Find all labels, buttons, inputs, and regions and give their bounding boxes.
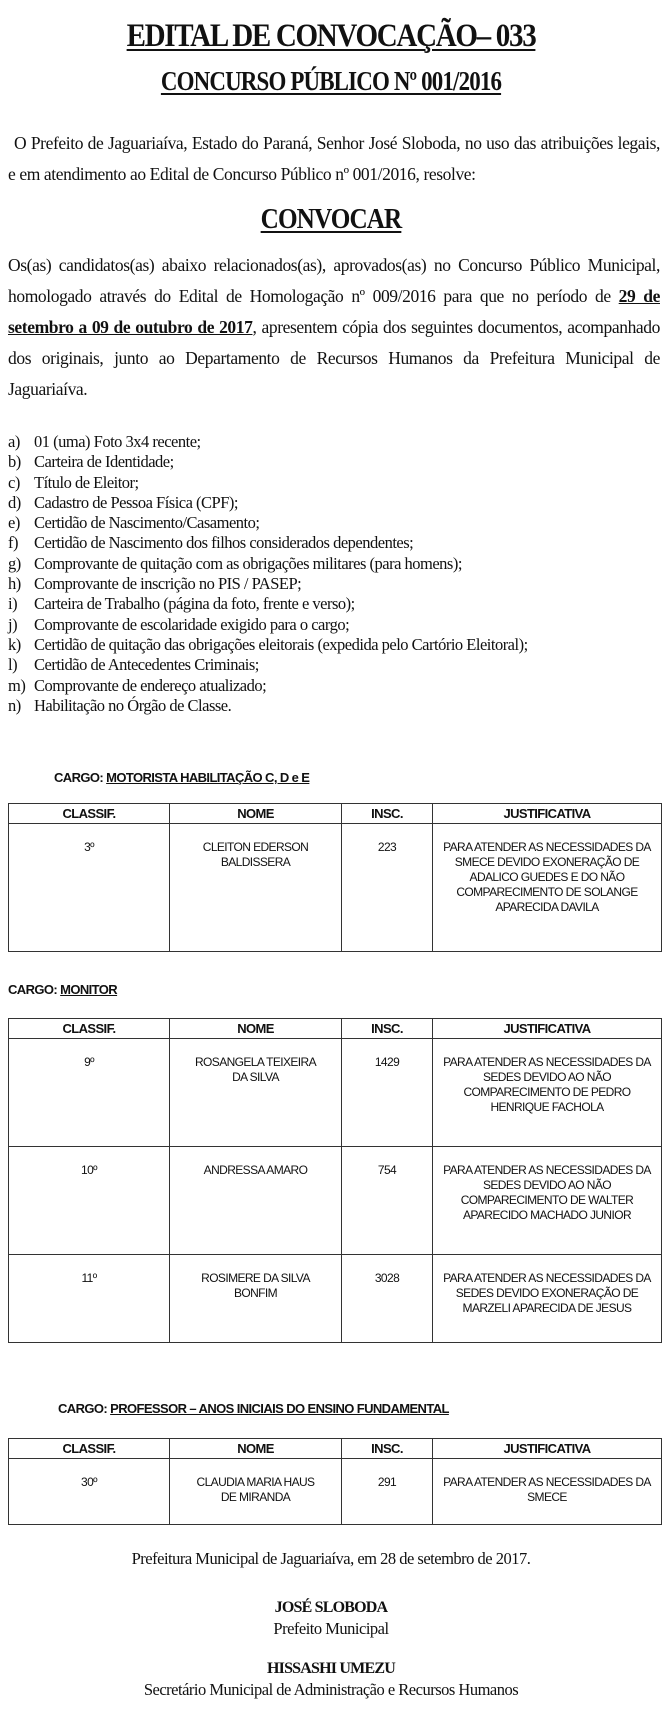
cell-justificativa [433, 824, 662, 952]
document-list-item [8, 513, 660, 533]
column-header: NOME [170, 1439, 342, 1459]
list-item-text: 01 (uma) Foto 3x4 recente; [34, 432, 201, 451]
cell-insc [342, 1039, 433, 1147]
cell-classif [9, 824, 170, 952]
candidates-table [8, 1438, 662, 1525]
cell-insc [342, 1147, 433, 1255]
document-list-item [8, 432, 660, 452]
classif-text: 30º [81, 1475, 97, 1489]
document-list-item [8, 452, 660, 472]
column-header: INSC. [342, 1019, 433, 1039]
list-item-letter: j) [8, 614, 18, 634]
convocar-heading: CONVOCAR [260, 204, 402, 235]
cell-classif [9, 1459, 170, 1525]
nome-text: CLAUDIA MARIA HAUS DE MIRANDA [196, 1475, 315, 1504]
cell-nome [170, 1255, 342, 1343]
list-item-letter: d) [8, 492, 21, 512]
classif-text: 9º [84, 1055, 94, 1069]
table-header-row [9, 1439, 662, 1459]
table-row [9, 1255, 662, 1343]
column-header: CLASSIF. [9, 1019, 170, 1039]
cell-nome [170, 1147, 342, 1255]
list-item-text: Comprovante de inscrição no PIS / PASEP; [34, 574, 302, 594]
cell-nome [170, 1039, 342, 1147]
list-item-text: Certidão de Antecedentes Criminais; [34, 655, 259, 675]
place-date: Prefeitura Municipal de Jaguariaíva, em 28 de setembro de 2017. [131, 1549, 531, 1568]
cargo-heading: CARGO: PROFESSOR – ANOS INICIAIS DO ENSINO FUNDAMENTAL [58, 1401, 449, 1416]
cargo-heading: CARGO: MONITOR [8, 982, 118, 997]
document-title: EDITAL DE CONVOCAÇÃO– 033 [126, 18, 536, 54]
cell-nome [170, 824, 342, 952]
nome-text: ROSIMERE DA SILVA BONFIM [201, 1271, 310, 1300]
table-row [9, 1147, 662, 1255]
list-item-text: Carteira de Trabalho (página da foto, frente e verso); [34, 594, 355, 614]
candidates-table [8, 803, 662, 952]
list-item-letter: f) [8, 533, 18, 553]
insc-text: 1429 [374, 1055, 400, 1069]
body-paragraph: Os(as) candidatos(as) abaixo relacionados(as), aprovados(as) no Concurso Público Municipal, homologado através do Edital de Homologação nº 009/2016 para que no período de 29 de setembro a 09 de outubro de 2017, apresentem cópia dos seguintes documentos, acompanhado dos originais, junto ao Departamento de Recursos Humanos da Prefeitura Municipal de Jaguariaíva. [8, 255, 660, 399]
cell-justificativa [433, 1147, 662, 1255]
list-item-text: Certidão de Nascimento/Casamento; [34, 513, 260, 533]
list-item-letter: b) [8, 452, 21, 472]
list-item-letter: n) [8, 695, 21, 715]
cell-insc [342, 1459, 433, 1525]
list-item-text: Título de Eleitor; [34, 472, 139, 492]
signer-name: HISSASHI UMEZU [267, 1660, 395, 1677]
insc-text: 3028 [374, 1271, 400, 1285]
cell-insc [342, 824, 433, 952]
document-subtitle: CONCURSO PÚBLICO Nº 001/2016 [160, 66, 502, 96]
document-list-item [8, 615, 660, 635]
cell-nome [170, 1459, 342, 1525]
document-list-item [8, 554, 660, 574]
document-list-item [8, 493, 660, 513]
insc-text: 291 [377, 1475, 397, 1489]
document-list-item [8, 473, 660, 493]
list-item-letter: g) [8, 553, 21, 573]
list-item-text: Habilitação no Órgão de Classe. [34, 695, 232, 715]
list-item-text: Certidão de quitação das obrigações eleitorais (expedida pelo Cartório Eleitoral); [34, 634, 528, 654]
classif-text: 10º [81, 1163, 97, 1177]
justificativa-text: PARA ATENDER AS NECESSIDADES DA SEDES DEVIDO AO NÃO COMPARECIMENTO DE WALTER APARECIDO MACHADO JUNIOR [443, 1163, 651, 1222]
signer-role: Prefeito Municipal [273, 1619, 389, 1638]
nome-text: ROSANGELA TEIXEIRA DA SILVA [194, 1055, 317, 1084]
signer-role: Secretário Municipal de Administração e Recursos Humanos [143, 1680, 519, 1699]
documents-list [8, 432, 660, 716]
list-item-text: Comprovante de quitação com as obrigações militares (para homens); [34, 553, 462, 573]
classif-text: 11º [81, 1271, 97, 1285]
candidates-table [8, 1018, 662, 1343]
column-header: JUSTIFICATIVA [433, 1019, 662, 1039]
cell-justificativa [433, 1255, 662, 1343]
classif-text: 3º [84, 840, 94, 854]
column-header: JUSTIFICATIVA [433, 804, 662, 824]
nome-text: ANDRESSA AMARO [203, 1163, 308, 1177]
table-header-row [9, 1019, 662, 1039]
period-highlight: 29 de setembro a 09 de outubro de 2017 [8, 286, 660, 337]
document-list-item [8, 533, 660, 553]
document-list-item [8, 594, 660, 614]
nome-text: CLEITON EDERSON BALDISSERA [202, 840, 309, 869]
column-header: INSC. [342, 1439, 433, 1459]
insc-text: 223 [377, 840, 397, 854]
column-header: INSC. [342, 804, 433, 824]
list-item-text: Comprovante de endereço atualizado; [34, 675, 267, 695]
justificativa-text: PARA ATENDER AS NECESSIDADES DA SEDES DEVIDO EXONERAÇÃO DE MARZELI APARECIDA DE JESUS [443, 1271, 651, 1315]
document-list-item [8, 696, 660, 716]
column-header: NOME [170, 1019, 342, 1039]
list-item-letter: a) [8, 432, 20, 451]
list-item-text: Comprovante de escolaridade exigido para o cargo; [34, 614, 350, 634]
cell-classif [9, 1147, 170, 1255]
document-list-item [8, 655, 660, 675]
column-header: CLASSIF. [9, 1439, 170, 1459]
list-item-letter: c) [8, 472, 20, 492]
list-item-letter: l) [8, 655, 18, 675]
list-item-text: Cadastro de Pessoa Física (CPF); [34, 492, 238, 512]
justificativa-text: PARA ATENDER AS NECESSIDADES DA SMECE [443, 1475, 651, 1504]
table-header-row [9, 804, 662, 824]
signer-name: JOSÉ SLOBODA [274, 1599, 388, 1616]
list-item-letter: k) [8, 634, 21, 654]
column-header: CLASSIF. [9, 804, 170, 824]
cell-classif [9, 1039, 170, 1147]
cell-justificativa [433, 1459, 662, 1525]
table-row [9, 1459, 662, 1525]
document-list-item [8, 676, 660, 696]
cell-classif [9, 1255, 170, 1343]
document-list-item [8, 635, 660, 655]
column-header: NOME [170, 804, 342, 824]
list-item-text: Carteira de Identidade; [34, 452, 174, 472]
list-item-letter: i) [8, 594, 18, 614]
cell-justificativa [433, 1039, 662, 1147]
table-row [9, 824, 662, 952]
list-item-letter: m) [8, 675, 26, 695]
table-row [9, 1039, 662, 1147]
justificativa-text: PARA ATENDER AS NECESSIDADES DA SEDES DEVIDO AO NÃO COMPARECIMENTO DE PEDRO HENRIQUE FACHOLA [443, 1055, 651, 1114]
insc-text: 754 [377, 1163, 397, 1177]
list-item-text: Certidão de Nascimento dos filhos considerados dependentes; [34, 533, 414, 553]
cell-insc [342, 1255, 433, 1343]
justificativa-text: PARA ATENDER AS NECESSIDADES DA SMECE DEVIDO EXONERAÇÃO DE ADALICO GUEDES E DO NÃO COMPARECIMENTO DE SOLANGE APARECIDA DAVILA [443, 840, 651, 914]
cargo-heading: CARGO: MOTORISTA HABILITAÇÃO C, D e E [54, 770, 310, 785]
column-header: JUSTIFICATIVA [433, 1439, 662, 1459]
document-list-item [8, 574, 660, 594]
list-item-letter: e) [8, 513, 20, 533]
list-item-letter: h) [8, 574, 21, 594]
intro-paragraph: O Prefeito de Jaguariaíva, Estado do Paraná, Senhor José Sloboda, no uso das atribuições legais, e em atendimento ao Edital de Concurso Público nº 001/2016, resolve: [8, 133, 660, 184]
